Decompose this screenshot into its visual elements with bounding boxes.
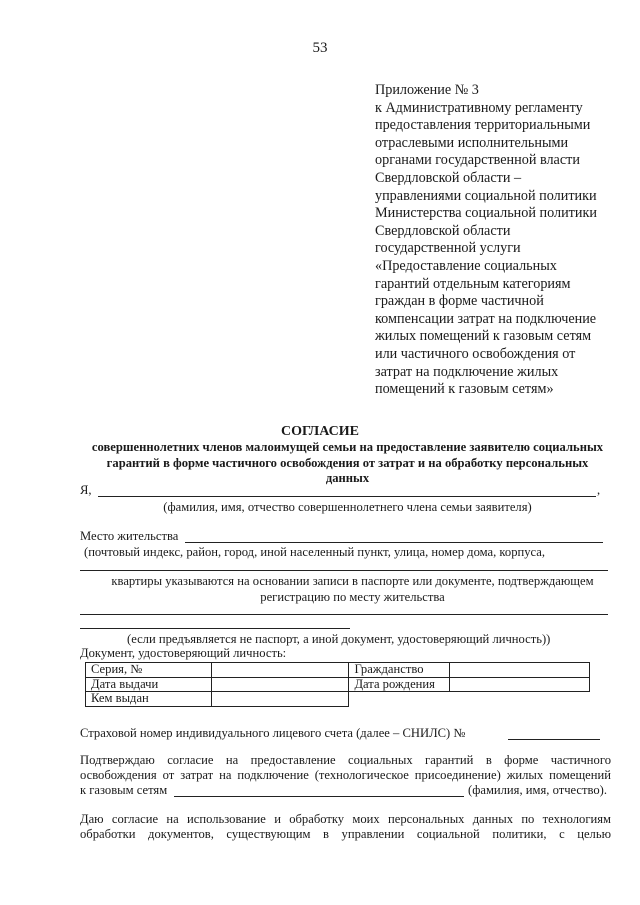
citizenship-label: Гражданство	[349, 663, 450, 678]
snils-label: Страховой номер индивидуального лицевого счета (далее – СНИЛС) №	[80, 726, 466, 740]
appendix-heading	[375, 82, 625, 399]
form-subtitle	[80, 440, 615, 487]
citizenship-field[interactable]	[450, 663, 590, 678]
consent-1-line-3-start: к газовым сетям	[80, 783, 168, 797]
appendix-line: компенсации затрат на подключение	[375, 310, 597, 327]
appendix-line: органами государственной власти	[375, 152, 580, 169]
apartment-hint-1: квартиры указываются на основании записи в паспорте или документе, подтверждающем	[111, 574, 594, 588]
appendix-line: Приложение № 3	[375, 82, 479, 98]
appendix-line: Свердловской области	[375, 222, 511, 239]
series-label: Серия, №	[86, 663, 212, 678]
appendix-line: гарантий отдельным категориям	[375, 275, 571, 292]
other-doc-field[interactable]	[80, 628, 350, 629]
appendix-line: Свердловской области –	[375, 169, 522, 186]
registration-field[interactable]	[80, 614, 608, 615]
appendix-line: отраслевыми исполнительными	[375, 134, 569, 151]
identity-doc-table	[85, 662, 590, 707]
consent-2-line-2: обработки документов, существующим в управлении социальной политики, с целью	[80, 827, 611, 841]
consent-1-line-2: освобождения от затрат на подключение (технологическое присоединение) жилых помещений	[80, 768, 611, 782]
page-number: 53	[312, 40, 328, 56]
snils-field[interactable]	[508, 739, 600, 740]
consent-2-line-1: Даю согласие на использование и обработку моих персональных данных по технологиям	[80, 812, 611, 826]
appendix-line: или частичного освобождения от	[375, 345, 576, 362]
issued-by-field[interactable]	[211, 692, 349, 707]
appendix-line: Министерства социальной политики	[375, 205, 597, 222]
consent-1-line-1: Подтверждаю согласие на предоставление социальных гарантий в форме частичного	[80, 753, 611, 767]
appendix-line: помещений к газовым сетям»	[375, 381, 554, 398]
appendix-line: к Административному регламенту	[375, 99, 583, 116]
residence-field[interactable]	[185, 542, 603, 543]
appendix-line: затрат на подключение жилых	[375, 363, 559, 380]
residence-label: Место жительства	[80, 529, 179, 543]
appendix-line: жилых помещений к газовым сетям	[375, 328, 592, 345]
address-hint: (почтовый индекс, район, город, иной населенный пункт, улица, номер дома, корпуса,	[84, 545, 546, 559]
i-label: Я,	[80, 483, 92, 497]
name-hint: (фамилия, имя, отчество совершеннолетнего члена семьи заявителя)	[163, 500, 532, 514]
birth-date-field[interactable]	[450, 677, 590, 692]
appendix-line: «Предоставление социальных	[375, 257, 557, 274]
consent-1-line-3-end: (фамилия, имя, отчество).	[468, 783, 608, 797]
other-doc-hint: (если предъявляется не паспорт, а иной документ, удостоверяющий личность))	[127, 632, 551, 646]
table-row	[86, 692, 590, 707]
issue-date-label: Дата выдачи	[86, 677, 212, 692]
table-blank-cell	[450, 692, 590, 707]
subtitle-line: гарантий в форме частичного освобождения от затрат и на обработку персональных	[106, 455, 589, 470]
i-comma: ,	[597, 483, 601, 497]
birth-date-label: Дата рождения	[349, 677, 450, 692]
table-row	[86, 663, 590, 678]
apartment-hint-2: регистрацию по месту жительства	[260, 590, 445, 604]
address-field[interactable]	[80, 570, 608, 571]
appendix-line: граждан в форме частичной	[375, 293, 544, 310]
form-title: СОГЛАСИЕ	[281, 424, 359, 439]
issued-by-label: Кем выдан	[86, 692, 212, 707]
identity-doc-label: Документ, удостоверяющий личность:	[80, 646, 287, 660]
table-row	[86, 677, 590, 692]
full-name-field[interactable]	[98, 496, 596, 497]
subtitle-line: совершеннолетних членов малоимущей семьи на предоставление заявителю социальных	[91, 440, 604, 454]
table-blank-cell	[349, 692, 450, 707]
series-field[interactable]	[211, 663, 349, 678]
applicant-name-field[interactable]	[174, 796, 464, 797]
appendix-line: предоставления территориальными	[375, 117, 591, 134]
subtitle-line: данных	[325, 471, 370, 485]
issue-date-field[interactable]	[211, 677, 349, 692]
appendix-line: управлениями социальной политики	[375, 187, 597, 204]
appendix-line: государственной услуги	[375, 240, 521, 257]
